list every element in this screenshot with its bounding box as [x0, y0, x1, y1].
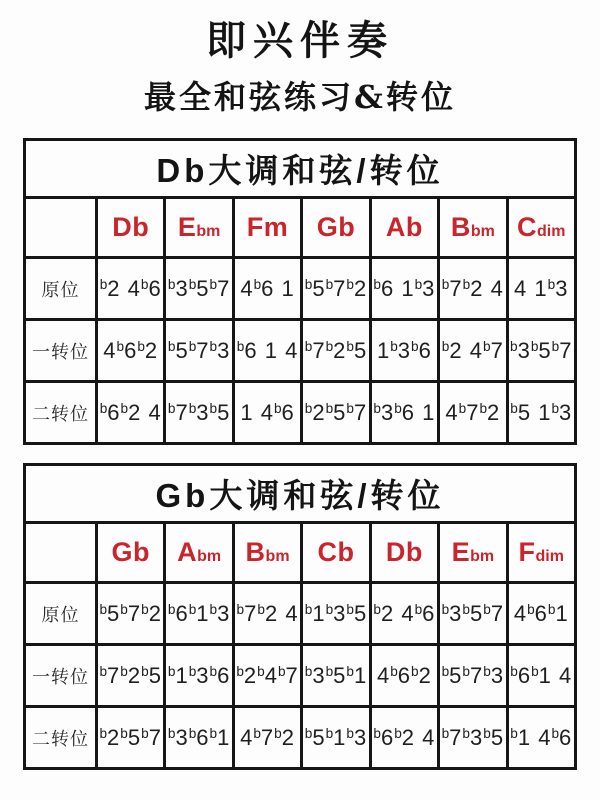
corner-cell	[25, 198, 97, 258]
chord-main: E	[451, 537, 471, 567]
chord-cell: $^b$1$^b$3$^b$5	[302, 583, 370, 645]
chord-header	[97, 523, 165, 583]
chord-main: Ab	[385, 212, 423, 242]
chord-cell: $^b$2 4$^b$6	[370, 583, 438, 645]
chord-cell: 4$^b$7$^b$2	[233, 707, 301, 769]
chord-main: E	[177, 212, 197, 242]
chord-cell: $^b$5 1$^b$3	[507, 382, 575, 444]
chord-main: B	[245, 537, 266, 567]
chord-suffix: bm	[265, 548, 290, 565]
row-label-root: 原位	[25, 258, 97, 320]
chord-cell: $^b$2 4$^b$6	[97, 258, 165, 320]
chord-cell: $^b$2$^b$5$^b$7	[97, 707, 165, 769]
chord-cell: $^b$6 1 4	[233, 320, 301, 382]
chord-cell: $^b$7$^b$2 4	[233, 583, 301, 645]
chord-cell: $^b$6$^b$1 4	[507, 645, 575, 707]
chord-main: Gb	[316, 212, 356, 242]
corner-cell	[25, 523, 97, 583]
chord-header	[165, 523, 233, 583]
chord-main: Db	[385, 537, 423, 567]
chord-cell: $^b$5$^b$1$^b$3	[302, 707, 370, 769]
chord-header	[370, 523, 438, 583]
chord-header	[302, 523, 370, 583]
chord-cell: $^b$6$^b$2 4	[97, 382, 165, 444]
chord-cell: $^b$5$^b$7$^b$3	[439, 645, 507, 707]
chord-header	[97, 198, 165, 258]
chord-cell: 4$^b$6$^b$1	[507, 583, 575, 645]
chord-header	[507, 198, 575, 258]
chord-cell: $^b$3$^b$5$^b$7	[165, 258, 233, 320]
chord-cell: $^b$3$^b$5$^b$1	[302, 645, 370, 707]
chord-header	[439, 198, 507, 258]
row-label-second-inversion: 二转位	[25, 382, 97, 444]
chord-cell: $^b$5$^b$7$^b$2	[97, 583, 165, 645]
chord-cell: $^b$7$^b$2$^b$5	[97, 645, 165, 707]
chord-main: Cb	[317, 537, 355, 567]
chord-suffix: dim	[537, 223, 566, 240]
chord-main: C	[517, 212, 538, 242]
chord-cell: $^b$6 1$^b$3	[370, 258, 438, 320]
page-subtitle: 最全和弦练习&转位	[144, 78, 456, 116]
row-label-second-inversion: 二转位	[25, 707, 97, 769]
chord-header	[302, 198, 370, 258]
chord-header	[233, 198, 301, 258]
chord-header	[233, 523, 301, 583]
chord-header	[439, 523, 507, 583]
chord-cell: 4$^b$7$^b$2	[439, 382, 507, 444]
chord-cell: $^b$7$^b$3$^b$5	[439, 707, 507, 769]
chord-cell: $^b$6$^b$1$^b$3	[165, 583, 233, 645]
chord-suffix: bm	[197, 548, 222, 565]
chord-cell: $^b$3$^b$6$^b$1	[165, 707, 233, 769]
chord-cell: 1 4$^b$6	[233, 382, 301, 444]
chord-cell: $^b$3$^b$5$^b$7	[439, 583, 507, 645]
chord-table-gb-major	[23, 463, 577, 770]
chord-cell: $^b$7$^b$3$^b$5	[165, 382, 233, 444]
chord-cell: $^b$5$^b$7$^b$2	[302, 258, 370, 320]
chord-main: A	[177, 537, 198, 567]
chord-cell: $^b$1$^b$3$^b$6	[165, 645, 233, 707]
chord-header	[370, 198, 438, 258]
table-title: Gb大调和弦/转位	[25, 465, 576, 523]
row-label-first-inversion: 一转位	[25, 645, 97, 707]
chord-cell: $^b$5$^b$7$^b$3	[165, 320, 233, 382]
chord-cell: $^b$2$^b$4$^b$7	[233, 645, 301, 707]
chord-table-db-major	[23, 138, 577, 445]
table-title: Db大调和弦/转位	[25, 140, 576, 198]
chord-cell: $^b$3$^b$5$^b$7	[507, 320, 575, 382]
chord-suffix: bm	[470, 548, 495, 565]
page-title: 即兴伴奏	[206, 17, 394, 64]
chord-main: Gb	[111, 537, 150, 567]
chord-cell: $^b$7$^b$2$^b$5	[302, 320, 370, 382]
chord-cell: $^b$2 4$^b$7	[439, 320, 507, 382]
row-label-first-inversion: 一转位	[25, 320, 97, 382]
chord-suffix: bm	[470, 223, 495, 240]
chord-cell: $^b$6$^b$2 4	[370, 707, 438, 769]
chord-main: F	[518, 537, 536, 567]
chord-main: Db	[112, 212, 150, 242]
chord-header	[507, 523, 575, 583]
chord-cell: 4 1$^b$3	[507, 258, 575, 320]
chord-suffix: bm	[196, 223, 221, 240]
chord-cell: 4$^b$6$^b$2	[370, 645, 438, 707]
chord-cell: 1$^b$3$^b$6	[370, 320, 438, 382]
chord-cell: $^b$1 4$^b$6	[507, 707, 575, 769]
chord-cell: $^b$2$^b$5$^b$7	[302, 382, 370, 444]
chord-cell: $^b$7$^b$2 4	[439, 258, 507, 320]
chord-main: Fm	[246, 212, 289, 242]
chord-header	[165, 198, 233, 258]
chord-cell: $^b$3$^b$6 1	[370, 382, 438, 444]
chord-cell: 4$^b$6$^b$2	[97, 320, 165, 382]
chord-suffix: dim	[535, 548, 564, 565]
row-label-root: 原位	[25, 583, 97, 645]
chord-cell: 4$^b$6 1	[233, 258, 301, 320]
chord-main: B	[450, 212, 471, 242]
